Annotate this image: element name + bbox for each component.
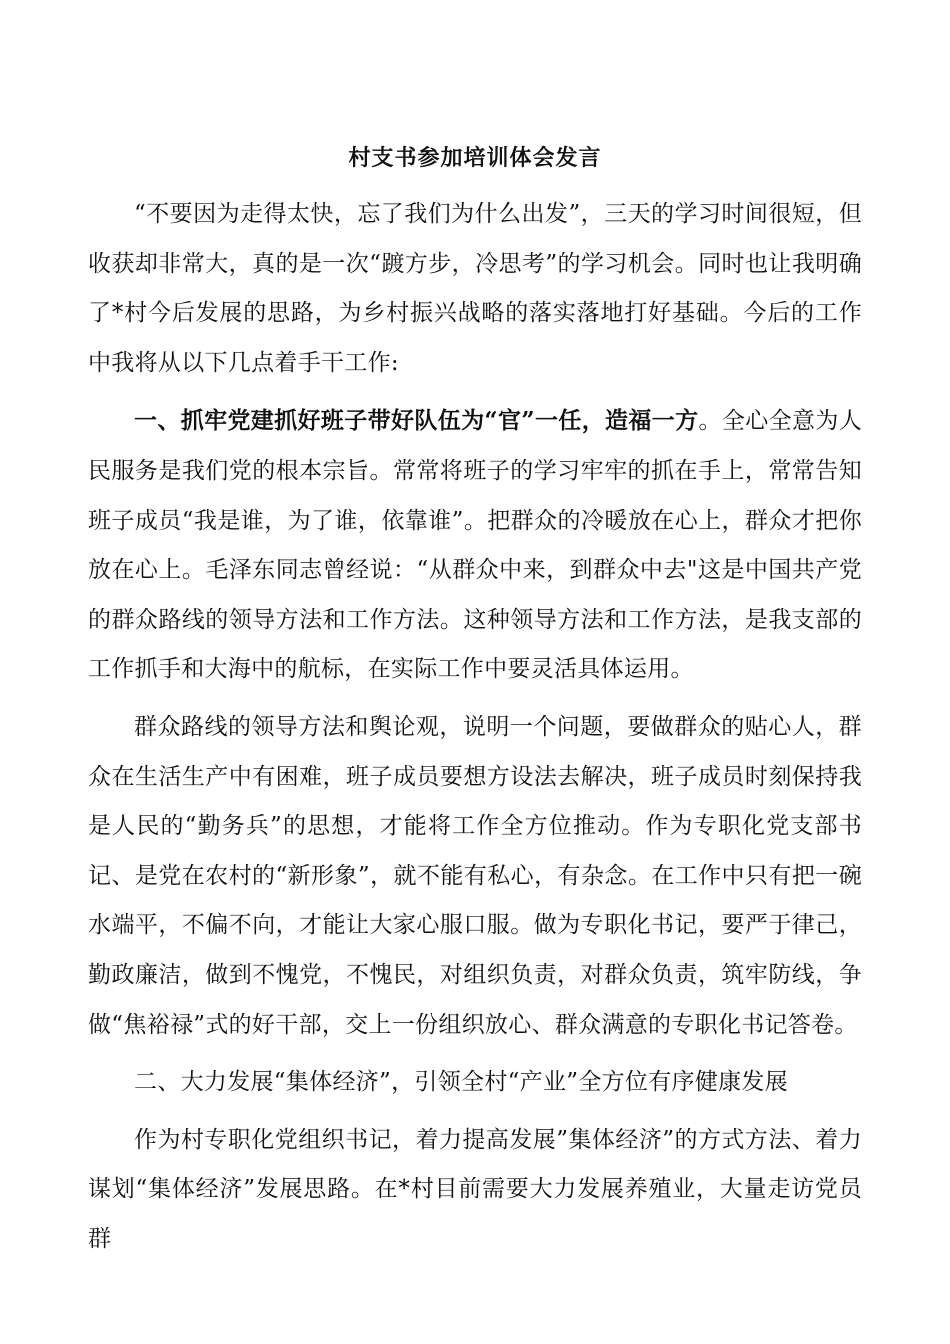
section-heading-two <box>88 1058 862 1108</box>
paragraph-mass-line <box>88 703 862 1050</box>
paragraph-text: 。全心全意为人民服务是我们党的根本宗旨。常常将班子的学习牢牢的抓在手上，常常告知班子成员“我是谁，为了谁，依靠谁”。把群众的冷暖放在心上，群众才把你放在心上。毛泽东同志曾经说：“从群众中来，到群众中去"这是中国共产党的群众路线的领导方法和工作方法。这种领导方法和工作方法，是我支部的工作抓手和大海中的航标，在实际工作中要灵活具体运用。 <box>88 408 862 683</box>
paragraph-text: 作为村专职化党组织书记，着力提高发展”集体经济”的方式方法、着力谋划“集体经济”发展思路。在*村目前需要大力发展养殖业，大量走访党员群 <box>88 1126 862 1252</box>
paragraph-text: 群众路线的领导方法和舆论观，说明一个问题，要做群众的贴心人，群众在生活生产中有困难，班子成员要想方设法去解决，班子成员时刻保持我是人民的“勤务兵”的思想，才能将工作全方位推动。作为专职化党支部书记、是党在农村的“新形象”，就不能有私心，有杂念。在工作中只有把一碗水端平，不偏不向，才能让大家心服口服。做为专职化书记，要严于律己，勤政廉洁，做到不愧党，不愧民，对组织负责，对群众负责，筑牢防线，争做“焦裕禄”式的好干部，交上一份组织放心、群众满意的专职化书记答卷。 <box>88 713 862 1038</box>
section-heading-one: 一、抓牢党建抓好班子带好队伍为“官”一任，造福一方 <box>134 407 699 435</box>
paragraph-text: “不要因为走得太快，忘了我们为什么出发”，三天的学习时间很短，但收获却非常大，真的是一次“踱方步，冷思考”的学习机会。同时也让我明确了*村今后发展的思路，为乡村振兴战略的落实落地打好基础。今后的工作中我将从以下几点着手干工作: <box>88 201 862 376</box>
paragraph-intro <box>88 190 862 388</box>
document-body <box>88 190 862 1264</box>
paragraph-collective-economy <box>88 1116 862 1265</box>
paragraph-text: 二、大力发展“集体经济”，引领全村“产业”全方位有序健康发展 <box>134 1069 789 1096</box>
paragraph-section-one <box>88 396 862 695</box>
document-title: 村支书参加培训体会发言 <box>348 145 602 171</box>
